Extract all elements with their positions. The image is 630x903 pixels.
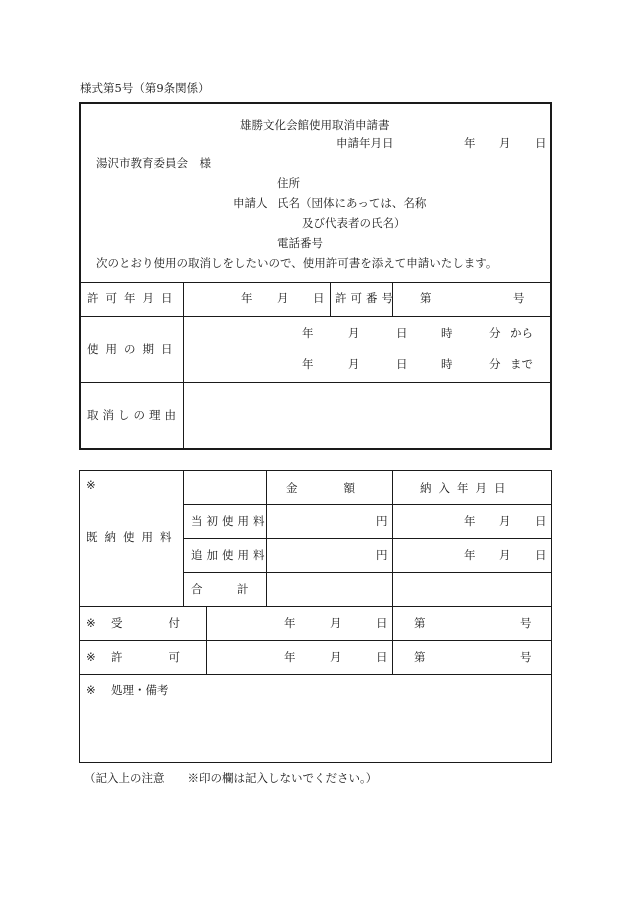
addressee: 湯沢市教育委員会 様 [96,156,211,170]
upper-rule-3 [80,382,551,383]
received-mark: ※ [86,616,96,630]
application-date-month: 月 [499,136,511,150]
received-day: 日 [376,616,388,630]
initial-fee-day: 日 [535,514,547,528]
permitted-dai: 第 [414,650,426,664]
lower-col-1 [183,471,184,606]
paid-fee-label: 既納使用料 [86,530,179,544]
permit-no-divider-1 [330,282,331,316]
end-made: まで [510,357,533,371]
permit-date-day: 日 [313,291,325,305]
start-month: 月 [348,326,360,340]
application-date-label: 申請年月日 [336,136,394,150]
permit-date-year: 年 [241,291,253,305]
amount-header: 金 額 [286,481,355,495]
lower-col-3 [392,471,393,674]
cancel-reason-label: 取消しの理由 [87,408,180,422]
additional-fee-day: 日 [535,548,547,562]
permit-date-month: 月 [277,291,289,305]
additional-fee-year: 年 [464,548,476,562]
additional-fee-label: 追加使用料 [191,548,269,562]
permitted-year: 年 [284,650,296,664]
upper-col-divider [183,282,184,449]
address-label: 住所 [277,176,300,190]
end-minute: 分 [489,357,501,371]
permitted-label: 許 可 [111,650,180,664]
footer-note: （記入上の注意 ※印の欄は記入しないでください。） [84,771,378,785]
start-minute: 分 [489,326,501,340]
received-go: 号 [520,616,532,630]
permit-number-dai: 第 [420,291,432,305]
application-box [79,102,552,450]
remarks-label: 処理・備考 [111,683,169,697]
lower-rule-a [183,504,551,505]
form-title: 雄勝文化会館使用取消申請書 [240,118,390,132]
application-date-day: 日 [535,136,547,150]
end-year: 年 [302,357,314,371]
total-label: 合 計 [191,582,249,596]
remarks-mark: ※ [86,683,96,697]
permitted-month: 月 [330,650,342,664]
initial-fee-month: 月 [499,514,511,528]
permit-date-label: 許可年月日 [87,291,180,305]
permitted-day: 日 [376,650,388,664]
end-hour: 時 [441,357,453,371]
received-year: 年 [284,616,296,630]
paid-fee-mark: ※ [86,478,96,492]
application-date-year: 年 [464,136,476,150]
lower-rule-f [80,674,551,675]
usage-period-label: 使用の期日 [87,342,180,356]
form-number: 様式第5号（第9条関係） [80,81,210,95]
received-month: 月 [330,616,342,630]
received-dai: 第 [414,616,426,630]
applicant-label: 申請人 [233,196,268,210]
lower-rule-e [80,640,551,641]
upper-rule-2 [80,316,551,317]
lower-rule-c [183,572,551,573]
additional-fee-month: 月 [499,548,511,562]
start-year: 年 [302,326,314,340]
permitted-go: 号 [520,650,532,664]
upper-rule-1 [80,282,551,283]
lower-col-4 [206,606,207,674]
permit-number-go: 号 [513,291,525,305]
statement: 次のとおり使用の取消しをしたいので、使用許可書を添えて申請いたします。 [96,256,498,270]
lower-rule-d [80,606,551,607]
permitted-mark: ※ [86,650,96,664]
lower-rule-b [183,538,551,539]
phone-label: 電話番号 [277,236,323,250]
payment-date-header: 納入年月日 [420,481,513,495]
end-month: 月 [348,357,360,371]
end-day: 日 [396,357,408,371]
lower-col-2 [266,471,267,606]
start-hour: 時 [441,326,453,340]
start-kara: から [510,326,533,340]
permit-number-label: 許可番号 [335,291,397,305]
start-day: 日 [396,326,408,340]
initial-fee-yen: 円 [376,514,388,528]
name-label: 氏名（団体にあっては、名称 [277,196,427,210]
received-label: 受 付 [111,616,180,630]
name-label-cont: 及び代表者の氏名） [302,216,406,230]
initial-fee-year: 年 [464,514,476,528]
initial-fee-label: 当初使用料 [191,514,269,528]
additional-fee-yen: 円 [376,548,388,562]
